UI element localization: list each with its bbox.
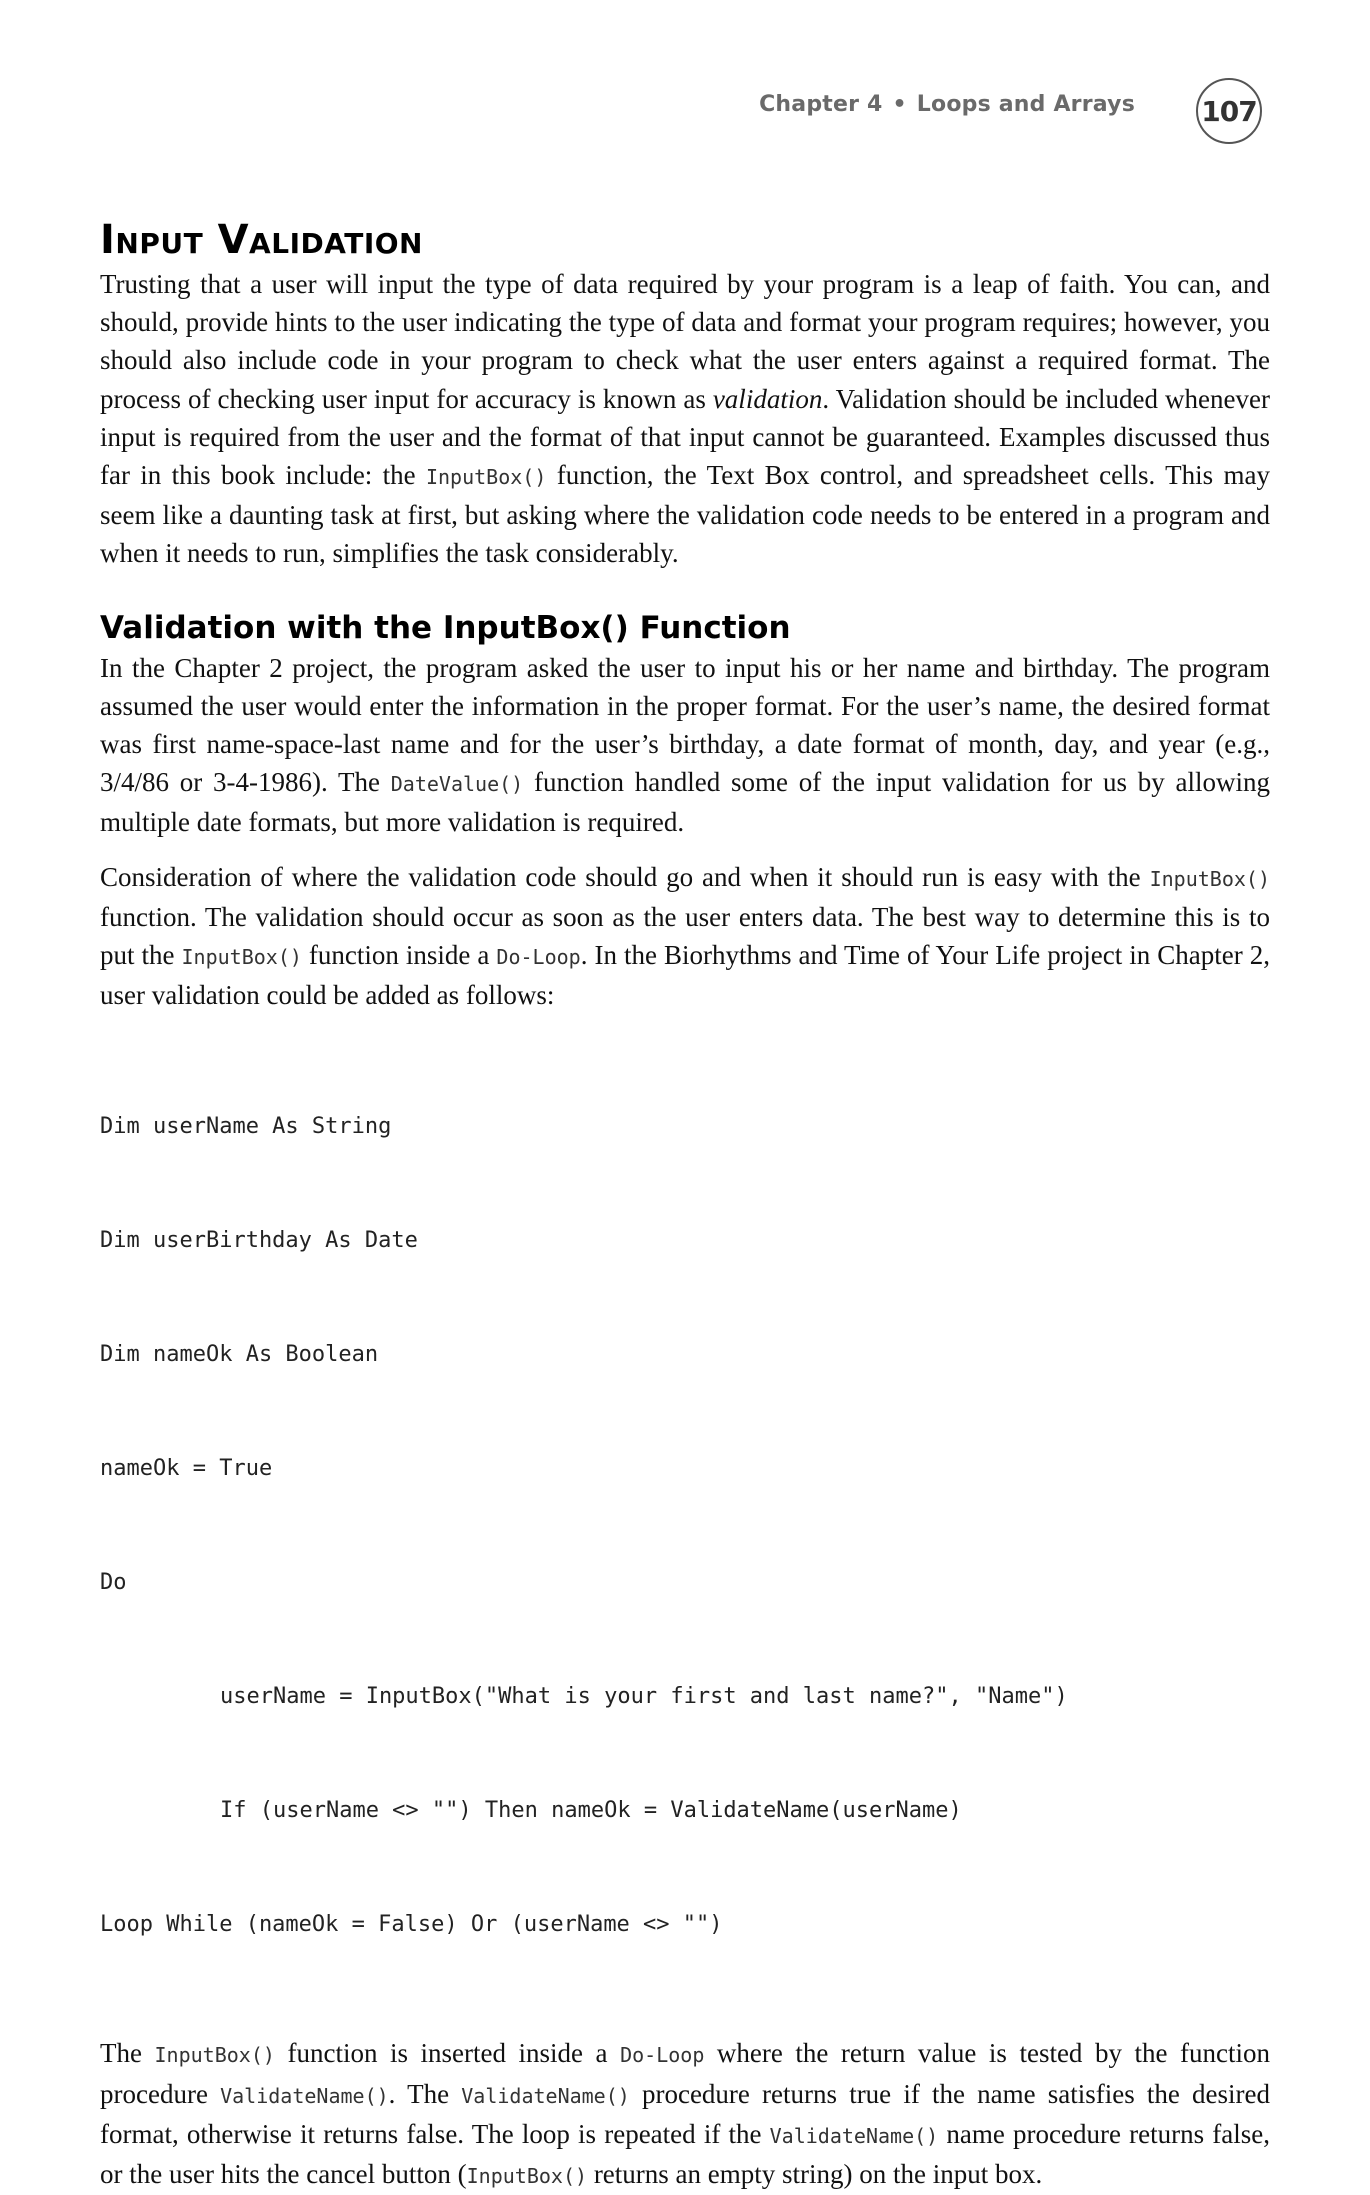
- inline-code: InputBox(): [181, 945, 302, 970]
- code-line: Loop While (nameOk = False) Or (userName <> ""): [100, 1912, 723, 1938]
- text-run: function handled some of the input validation for us by allowing multiple date formats, but more validation is required.: [100, 767, 1270, 838]
- running-head: [759, 92, 1135, 117]
- inline-code: InputBox(): [466, 2164, 588, 2189]
- chapter-label: Chapter 4: [759, 92, 883, 117]
- inline-code: DateValue(): [390, 772, 524, 797]
- text-run: . The: [388, 2078, 462, 2109]
- text-run: function is inserted inside a: [274, 2038, 621, 2069]
- inline-code: Do-Loop: [496, 945, 581, 970]
- text-run: Trusting that a user will input the type of data required by your program is a leap of faith. You can, and should, provide hints to the user indicating the type of data and format your program requires; however, you should also include code in your program to check what the user enters against a required format. The process of checking user input for accuracy is known as: [100, 269, 1270, 414]
- intro-paragraph: [100, 265, 1270, 573]
- code-line: Dim userBirthday As Date: [100, 1228, 418, 1254]
- text-run: function. The validation should occur as soon as the user enters data. The best way to determine this is to put the: [100, 901, 1270, 971]
- emphasis-term: validation: [712, 383, 823, 414]
- code-line: If (userName <> "") Then nameOk = ValidateName(userName): [220, 1798, 962, 1824]
- consideration-paragraph: [100, 858, 1270, 1015]
- page-number-badge: [1196, 78, 1262, 144]
- subsection-heading: Validation with the InputBox() Function: [100, 609, 791, 646]
- inline-code: InputBox(): [154, 2043, 275, 2068]
- text-run: . In the Biorhythms and Time of Your Life project in Chapter 2, user validation could be added as follows:: [100, 940, 1270, 1011]
- inline-code: InputBox(): [1149, 866, 1270, 891]
- text-run: name procedure returns false, or the user hits the cancel button (: [100, 2118, 1270, 2190]
- code-line: Dim nameOk As Boolean: [100, 1342, 379, 1368]
- inline-code: InputBox(): [425, 465, 547, 490]
- code-line: Do: [100, 1570, 127, 1596]
- inline-code: ValidateName(): [769, 2123, 939, 2148]
- code-line: nameOk = True: [100, 1456, 273, 1482]
- text-run: In the Chapter 2 project, the program asked the user to input his or her name and birthday. The program assumed the user would enter the information in the proper format. For the user’s name, the desired format was first name-space-last name and for the user’s birthday, a date format of month, day, and year (e.g., 3/4/86 or 3-4-1986). The: [100, 652, 1270, 798]
- bullet-separator: •: [892, 92, 907, 117]
- text-run: function inside a: [301, 940, 497, 971]
- chapter2-paragraph: [100, 649, 1270, 842]
- text-run: where the return value is tested by the function procedure: [100, 2038, 1270, 2109]
- code-line: userName = InputBox("What is your first and last name?", "Name"): [220, 1684, 1068, 1710]
- inline-code: ValidateName(): [220, 2083, 389, 2108]
- page-number: 107: [1201, 94, 1257, 128]
- text-run: returns an empty string) on the input box.: [587, 2159, 1043, 2190]
- text-run: The: [100, 2038, 155, 2069]
- page-content: [100, 215, 1270, 2195]
- text-run: function, the Text Box control, and spreadsheet cells. This may seem like a daunting task at first, but asking where the validation code needs to be entered in a program and when it needs to run, simplifies the task considerably.: [100, 460, 1270, 569]
- chapter-title: Loops and Arrays: [916, 92, 1135, 117]
- inline-code: ValidateName(): [461, 2083, 630, 2108]
- explanation-paragraph: [100, 2034, 1270, 2195]
- inline-code: Do-Loop: [620, 2043, 705, 2068]
- section-heading: Input Validation: [100, 217, 423, 263]
- text-run: . Validation should be included whenever input is required from the user and the format of that input cannot be guaranteed. Examples discussed thus far in this book include: the: [100, 383, 1270, 491]
- text-run: Consideration of where the validation code should go and when it should run is easy with the: [100, 861, 1150, 892]
- code-line: Dim userName As String: [100, 1114, 392, 1140]
- text-run: procedure returns true if the name satisfies the desired format, otherwise it returns false. The loop is repeated if the: [100, 2078, 1270, 2149]
- code-listing: [100, 1032, 1270, 2020]
